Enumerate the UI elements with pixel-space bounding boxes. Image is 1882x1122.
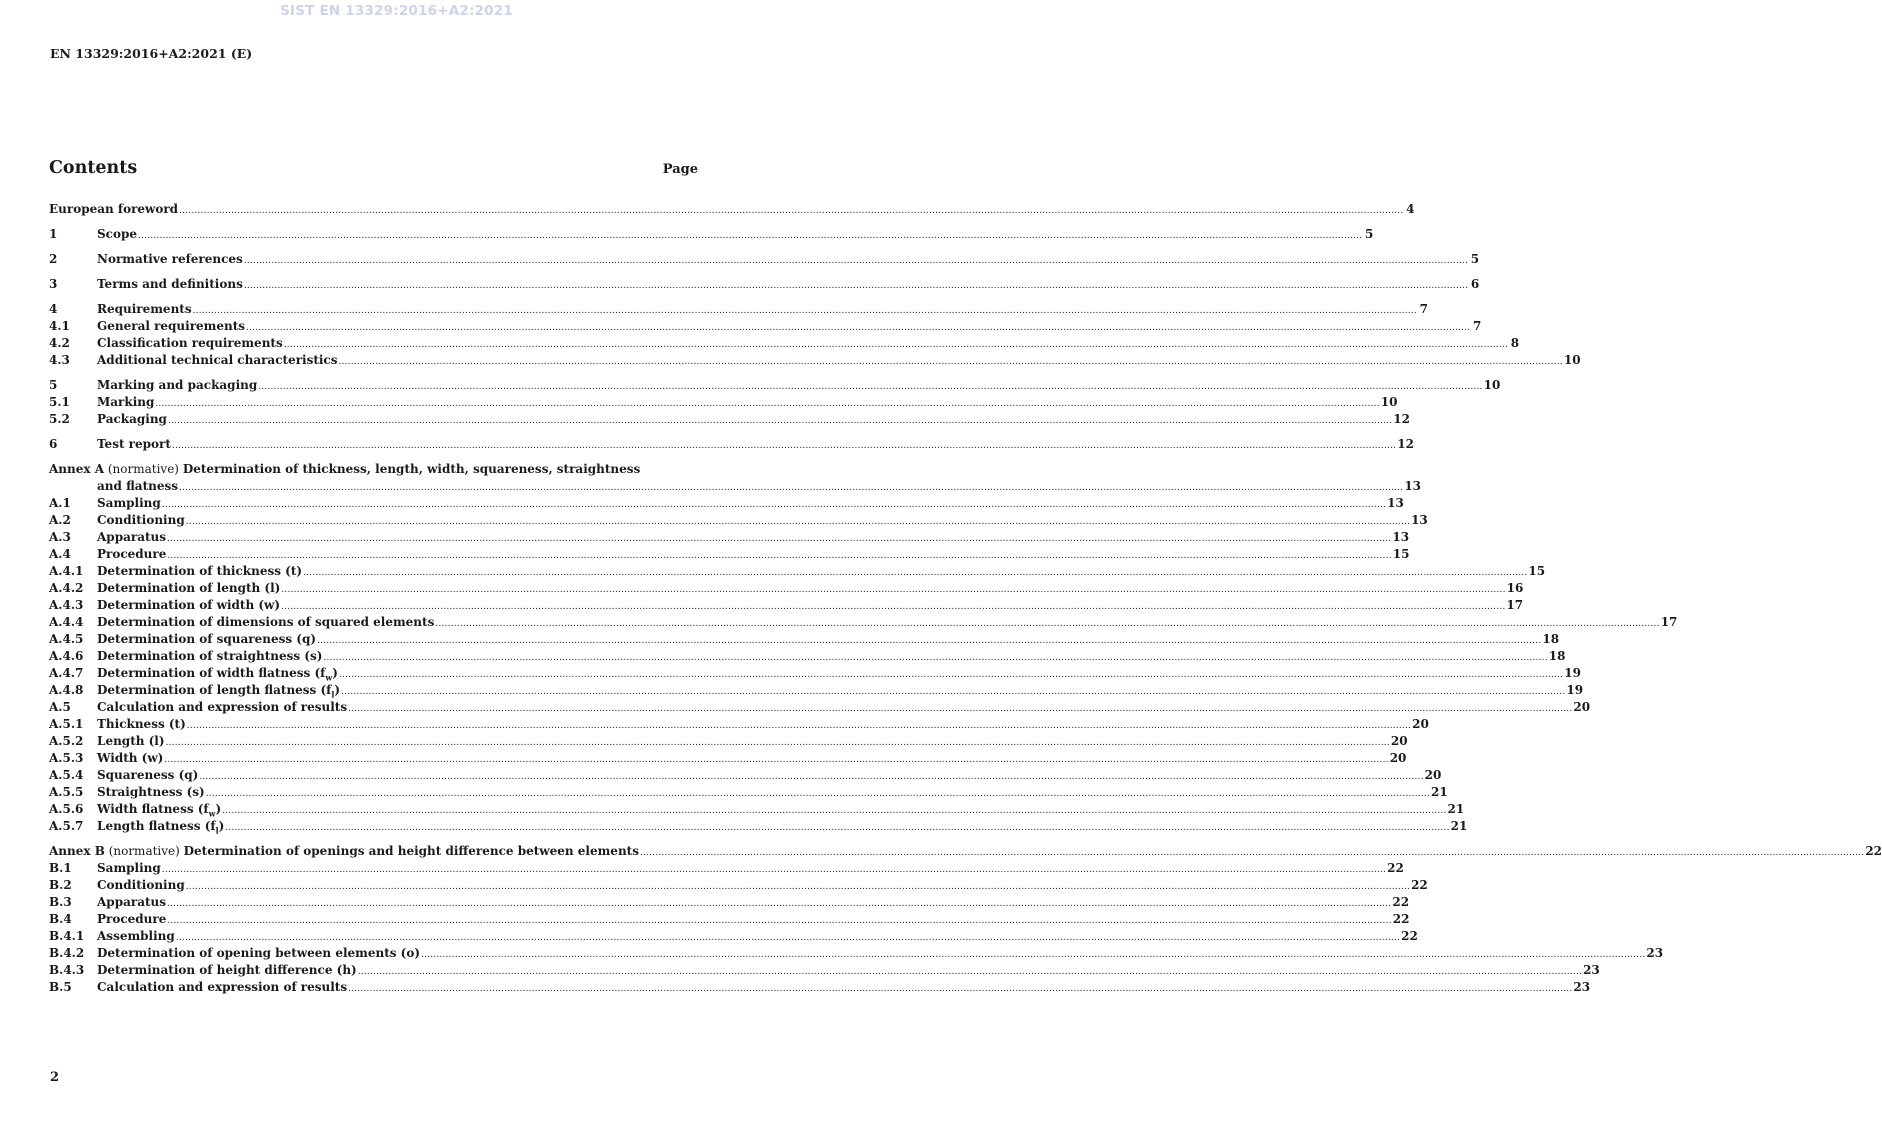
toc-entry-number: B.3: [49, 895, 72, 909]
toc-entry-number: 5.1: [49, 395, 70, 409]
toc-page-number: 12: [1393, 412, 1410, 426]
toc-entry-number: A.5.2: [49, 734, 84, 748]
toc-entry-number: A.5: [49, 700, 71, 714]
page-number: 2: [50, 1070, 60, 1085]
toc-entry-title: Determination of dimensions of squared elements: [97, 615, 435, 629]
toc-entry[interactable]: [49, 411, 1410, 428]
toc-page-number: 13: [1392, 530, 1410, 544]
toc-page-number: 21: [1450, 819, 1468, 833]
toc-page-number: 22: [1392, 895, 1410, 909]
dot-leader: ................................................................................................................................................................................................................................................................................................................................................................................................................: [167, 416, 1393, 426]
toc-entry[interactable]: [49, 226, 1374, 243]
toc-entry-title: and flatness: [97, 479, 178, 493]
toc-annex-entry[interactable]: [49, 843, 1882, 860]
toc-entry-number: A.5.7: [49, 819, 84, 833]
toc-page-number: 13: [1411, 513, 1428, 527]
dot-leader: ................................................................................................................................................................................................................................................................................................................................................................................................................: [155, 399, 1380, 409]
toc-page-number: 20: [1424, 768, 1442, 782]
toc-entry-title: Thickness (t): [97, 717, 186, 731]
toc-page-number: 4: [1406, 202, 1415, 216]
watermark-text: SIST EN 13329:2016+A2:2021: [280, 3, 513, 19]
dot-leader: ................................................................................................................................................................................................................................................................................................................................................................................................................: [317, 636, 1542, 646]
toc-entry[interactable]: [49, 251, 1480, 268]
toc-page-number: 20: [1389, 751, 1407, 765]
toc-page-number: 22: [1865, 844, 1882, 858]
toc-entry-title: Determination of thickness (t): [97, 564, 303, 578]
toc-entry[interactable]: [49, 716, 1429, 733]
toc-page-number: 15: [1528, 564, 1546, 578]
toc-entry-number: 4.2: [49, 336, 70, 350]
toc-entry-number: 5.2: [49, 412, 70, 426]
toc-entry-number: B.2: [49, 878, 72, 892]
toc-entry-number: A.4.7: [49, 666, 84, 680]
toc-entry[interactable]: [49, 529, 1410, 546]
toc-entry-number: A.5.6: [49, 802, 84, 816]
toc-entry-title: [49, 843, 639, 860]
toc-entry-title: Determination of width flatness $(f_w)$: [97, 666, 338, 683]
toc-entry[interactable]: [49, 478, 1422, 495]
toc-entry-number: B.5: [49, 980, 72, 994]
toc-entry[interactable]: [49, 767, 1442, 784]
toc-entry-title: Requirements: [97, 302, 192, 316]
toc-page-number: 7: [1419, 302, 1428, 316]
toc-entry-title: Scope: [97, 227, 138, 241]
toc-entry-title: Apparatus: [97, 530, 166, 544]
annex-label: Annex A: [49, 462, 105, 476]
dot-leader: ................................................................................................................................................................................................................................................................................................................................................................................................................: [341, 687, 1566, 697]
toc-entry[interactable]: [49, 631, 1560, 648]
table-of-contents: [49, 201, 1882, 996]
dot-leader: ................................................................................................................................................................................................................................................................................................................................................................................................................: [323, 653, 1548, 663]
dot-leader: ................................................................................................................................................................................................................................................................................................................................................................................................................: [348, 704, 1573, 714]
toc-entry-number: A.2: [49, 513, 71, 527]
dot-leader: ................................................................................................................................................................................................................................................................................................................................................................................................................: [338, 357, 1563, 367]
dot-leader: ................................................................................................................................................................................................................................................................................................................................................................................................................: [178, 483, 1404, 493]
dot-leader: ................................................................................................................................................................................................................................................................................................................................................................................................................: [138, 231, 1363, 241]
toc-entry-number: A.4.3: [49, 598, 84, 612]
toc-page-number: 20: [1573, 700, 1591, 714]
toc-entry[interactable]: [49, 682, 1584, 700]
toc-entry-number: A.4.6: [49, 649, 84, 663]
toc-entry-title: Marking: [97, 395, 155, 409]
dot-leader: ................................................................................................................................................................................................................................................................................................................................................................................................................: [222, 806, 1447, 816]
annex-type-label: (normative): [104, 844, 184, 858]
dot-leader: ................................................................................................................................................................................................................................................................................................................................................................................................................: [164, 755, 1389, 765]
toc-entry[interactable]: [49, 495, 1404, 512]
toc-entry[interactable]: [49, 860, 1404, 877]
toc-page-number: 23: [1646, 946, 1664, 960]
toc-entry-title: Determination of length (l): [97, 581, 281, 595]
toc-entry-title: Terms and definitions: [97, 277, 243, 291]
toc-entry[interactable]: [49, 512, 1428, 529]
toc-entry-number: A.5.5: [49, 785, 84, 799]
dot-leader: ................................................................................................................................................................................................................................................................................................................................................................................................................: [167, 916, 1392, 926]
toc-entry-title: Determination of length flatness $(f_l)$: [97, 683, 341, 700]
toc-entry-number: A.3: [49, 530, 71, 544]
toc-annex-entry[interactable]: [49, 461, 698, 478]
toc-entry-number: 5: [49, 378, 58, 392]
dot-leader: ................................................................................................................................................................................................................................................................................................................................................................................................................: [338, 670, 1564, 680]
dot-leader: ................................................................................................................................................................................................................................................................................................................................................................................................................: [258, 382, 1483, 392]
toc-entry-number: 4: [49, 302, 58, 316]
toc-entry[interactable]: [49, 201, 1415, 218]
toc-entry-title: Sampling: [97, 861, 161, 875]
toc-page-number: 13: [1404, 479, 1422, 493]
toc-entry-title: Length flatness $(f_l)$: [97, 819, 225, 836]
toc-entry[interactable]: [49, 394, 1398, 411]
toc-entry-title: Squareness (q): [97, 768, 199, 782]
toc-entry[interactable]: [49, 335, 1520, 352]
toc-entry[interactable]: [49, 784, 1448, 801]
toc-entry[interactable]: [49, 580, 1524, 597]
dot-leader: ................................................................................................................................................................................................................................................................................................................................................................................................................: [281, 585, 1506, 595]
toc-entry[interactable]: [49, 377, 1501, 394]
toc-entry-number: B.4.2: [49, 946, 85, 960]
toc-page-number: 10: [1483, 378, 1501, 392]
dot-leader: ................................................................................................................................................................................................................................................................................................................................................................................................................: [281, 602, 1506, 612]
toc-entry-title: Assembling: [97, 929, 175, 943]
toc-entry[interactable]: [49, 911, 1410, 928]
toc-entry-title: Apparatus: [97, 895, 166, 909]
dot-leader: ................................................................................................................................................................................................................................................................................................................................................................................................................: [243, 281, 1469, 291]
page-column-label: Page: [662, 162, 698, 177]
toc-entry-number: 3: [49, 277, 58, 291]
toc-entry-number: A.4.2: [49, 581, 84, 595]
dot-leader: ................................................................................................................................................................................................................................................................................................................................................................................................................: [243, 256, 1469, 266]
toc-entry[interactable]: [49, 818, 1468, 836]
dot-leader: ................................................................................................................................................................................................................................................................................................................................................................................................................: [175, 933, 1401, 943]
toc-entry-number: A.4.8: [49, 683, 84, 697]
toc-entry[interactable]: [49, 962, 1600, 979]
dot-leader: ................................................................................................................................................................................................................................................................................................................................................................................................................: [246, 323, 1471, 333]
dot-leader: ................................................................................................................................................................................................................................................................................................................................................................................................................: [161, 865, 1387, 875]
toc-entry[interactable]: [49, 945, 1664, 962]
toc-page-number: 17: [1660, 615, 1678, 629]
toc-page-number: 20: [1412, 717, 1429, 731]
dot-leader: ................................................................................................................................................................................................................................................................................................................................................................................................................: [167, 899, 1392, 909]
toc-entry-number: B.4.3: [49, 963, 85, 977]
toc-entry-title: Determination of opening between elements (o): [97, 946, 421, 960]
toc-entry-title: Packaging: [97, 412, 167, 426]
toc-page-number: 17: [1506, 598, 1524, 612]
dot-leader: ................................................................................................................................................................................................................................................................................................................................................................................................................: [167, 534, 1392, 544]
toc-page-number: 22: [1392, 912, 1410, 926]
toc-entry-title: Marking and packaging: [97, 378, 258, 392]
dot-leader: ................................................................................................................................................................................................................................................................................................................................................................................................................: [185, 882, 1411, 892]
dot-leader: ................................................................................................................................................................................................................................................................................................................................................................................................................: [639, 848, 1865, 858]
toc-entry-title: Width flatness $(f_w)$: [97, 802, 222, 819]
annex-title: Determination of openings and height difference between elements: [183, 844, 639, 858]
toc-entry[interactable]: [49, 801, 1465, 819]
toc-page-number: 22: [1387, 861, 1404, 875]
toc-page-number: 12: [1397, 437, 1414, 451]
toc-page-number: 5: [1365, 227, 1374, 241]
toc-entry-number: 4.3: [49, 353, 70, 367]
toc-page-number: 21: [1447, 802, 1465, 816]
toc-entry-number: B.4: [49, 912, 72, 926]
annex-type-label: (normative): [104, 462, 183, 476]
toc-page-number: 22: [1411, 878, 1428, 892]
toc-entry-number: 1: [49, 227, 58, 241]
dot-leader: ................................................................................................................................................................................................................................................................................................................................................................................................................: [283, 340, 1509, 350]
toc-entry-number: 6: [49, 437, 58, 451]
toc-entry-number: 2: [49, 252, 58, 266]
annex-label: Annex B: [49, 844, 105, 858]
dot-leader: ................................................................................................................................................................................................................................................................................................................................................................................................................: [421, 950, 1646, 960]
toc-entry-title: Sampling: [97, 496, 161, 510]
dot-leader: ................................................................................................................................................................................................................................................................................................................................................................................................................: [179, 206, 1404, 216]
toc-entry[interactable]: [49, 563, 1546, 580]
dot-leader: ................................................................................................................................................................................................................................................................................................................................................................................................................: [303, 568, 1528, 578]
toc-entry-title: Procedure: [97, 547, 167, 561]
dot-leader: ................................................................................................................................................................................................................................................................................................................................................................................................................: [205, 789, 1431, 799]
toc-page-number: 13: [1387, 496, 1404, 510]
toc-page-number: 20: [1390, 734, 1408, 748]
toc-entry-title: Conditioning: [97, 878, 185, 892]
toc-entry[interactable]: [49, 436, 1414, 453]
toc-entry-number: A.4.1: [49, 564, 84, 578]
toc-entry[interactable]: [49, 733, 1408, 750]
toc-entry-number: B.1: [49, 861, 72, 875]
toc-entry-number: A.5.3: [49, 751, 84, 765]
toc-entry[interactable]: [49, 665, 1581, 683]
toc-entry[interactable]: [49, 928, 1418, 945]
toc-page-number: 10: [1380, 395, 1398, 409]
toc-entry[interactable]: [49, 750, 1407, 767]
toc-entry-title: Conditioning: [97, 513, 185, 527]
toc-entry-title: Normative references: [97, 252, 243, 266]
toc-entry-title: Classification requirements: [97, 336, 283, 350]
dot-leader: ................................................................................................................................................................................................................................................................................................................................................................................................................: [171, 441, 1397, 451]
dot-leader: ................................................................................................................................................................................................................................................................................................................................................................................................................: [348, 984, 1573, 994]
dot-leader: ................................................................................................................................................................................................................................................................................................................................................................................................................: [167, 551, 1392, 561]
toc-entry[interactable]: [49, 877, 1428, 894]
toc-page-number: 10: [1563, 353, 1581, 367]
toc-page-number: 19: [1566, 683, 1584, 697]
toc-page-number: 15: [1392, 547, 1410, 561]
toc-entry-number: A.5.1: [49, 717, 84, 731]
dot-leader: ................................................................................................................................................................................................................................................................................................................................................................................................................: [192, 306, 1417, 316]
toc-page-number: 23: [1583, 963, 1600, 977]
toc-entry-title: Additional technical characteristics: [97, 353, 338, 367]
toc-entry[interactable]: [49, 614, 1678, 631]
toc-entry[interactable]: [49, 276, 1480, 293]
toc-entry-title: Test report: [97, 437, 171, 451]
toc-page-number: 5: [1470, 252, 1480, 266]
toc-entry[interactable]: [49, 318, 1482, 335]
dot-leader: ................................................................................................................................................................................................................................................................................................................................................................................................................: [186, 721, 1412, 731]
toc-page-number: 21: [1431, 785, 1448, 799]
toc-entry-title: Calculation and expression of results: [97, 980, 348, 994]
toc-entry[interactable]: [49, 597, 1524, 614]
toc-page-number: 19: [1564, 666, 1581, 680]
dot-leader: ................................................................................................................................................................................................................................................................................................................................................................................................................: [165, 738, 1390, 748]
toc-entry-title: Width (w): [97, 751, 164, 765]
toc-entry-title: General requirements: [97, 319, 246, 333]
toc-entry-number: A.4.4: [49, 615, 84, 629]
toc-entry-number: A.4: [49, 547, 71, 561]
toc-entry-title: Determination of squareness (q): [97, 632, 317, 646]
toc-entry-number: A.1: [49, 496, 71, 510]
toc-entry[interactable]: [49, 352, 1581, 369]
dot-leader: ................................................................................................................................................................................................................................................................................................................................................................................................................: [225, 823, 1450, 833]
toc-entry-title: Calculation and expression of results: [97, 700, 348, 714]
toc-entry-title: Determination of width (w): [97, 598, 281, 612]
toc-entry[interactable]: [49, 979, 1591, 996]
toc-entry-title: Determination of straightness (s): [97, 649, 323, 663]
toc-entry-title: European foreword: [49, 202, 179, 216]
toc-entry-title: Procedure: [97, 912, 167, 926]
toc-page-number: 23: [1573, 980, 1591, 994]
toc-page-number: 8: [1510, 336, 1520, 350]
toc-page-number: 18: [1548, 649, 1566, 663]
toc-page-number: 16: [1506, 581, 1524, 595]
toc-entry[interactable]: [49, 894, 1410, 911]
toc-entry[interactable]: [49, 648, 1566, 665]
toc-entry-title: Length (l): [97, 734, 165, 748]
toc-entry-number: B.4.1: [49, 929, 85, 943]
toc-entry-title: Straightness (s): [97, 785, 205, 799]
dot-leader: ................................................................................................................................................................................................................................................................................................................................................................................................................: [357, 967, 1583, 977]
toc-entry-number: A.5.4: [49, 768, 84, 782]
toc-page-number: 7: [1473, 319, 1482, 333]
annex-title: Determination of thickness, length, width, squareness, straightness: [182, 462, 641, 476]
toc-page-number: 18: [1542, 632, 1560, 646]
dot-leader: ................................................................................................................................................................................................................................................................................................................................................................................................................: [185, 517, 1411, 527]
dot-leader: ................................................................................................................................................................................................................................................................................................................................................................................................................: [435, 619, 1660, 629]
contents-heading: Contents: [49, 158, 138, 178]
dot-leader: ................................................................................................................................................................................................................................................................................................................................................................................................................: [161, 500, 1387, 510]
toc-entry-number: A.4.5: [49, 632, 84, 646]
toc-entry-title: [49, 461, 640, 478]
toc-entry-number: 4.1: [49, 319, 70, 333]
document-identifier: EN 13329:2016+A2:2021 (E): [50, 46, 253, 61]
toc-entry[interactable]: [49, 699, 1591, 716]
dot-leader: ................................................................................................................................................................................................................................................................................................................................................................................................................: [199, 772, 1424, 782]
toc-entry[interactable]: [49, 546, 1410, 563]
toc-entry[interactable]: [49, 301, 1428, 318]
toc-page-number: 6: [1470, 277, 1480, 291]
toc-entry-title: Determination of height difference (h): [97, 963, 357, 977]
toc-page-number: 22: [1401, 929, 1418, 943]
